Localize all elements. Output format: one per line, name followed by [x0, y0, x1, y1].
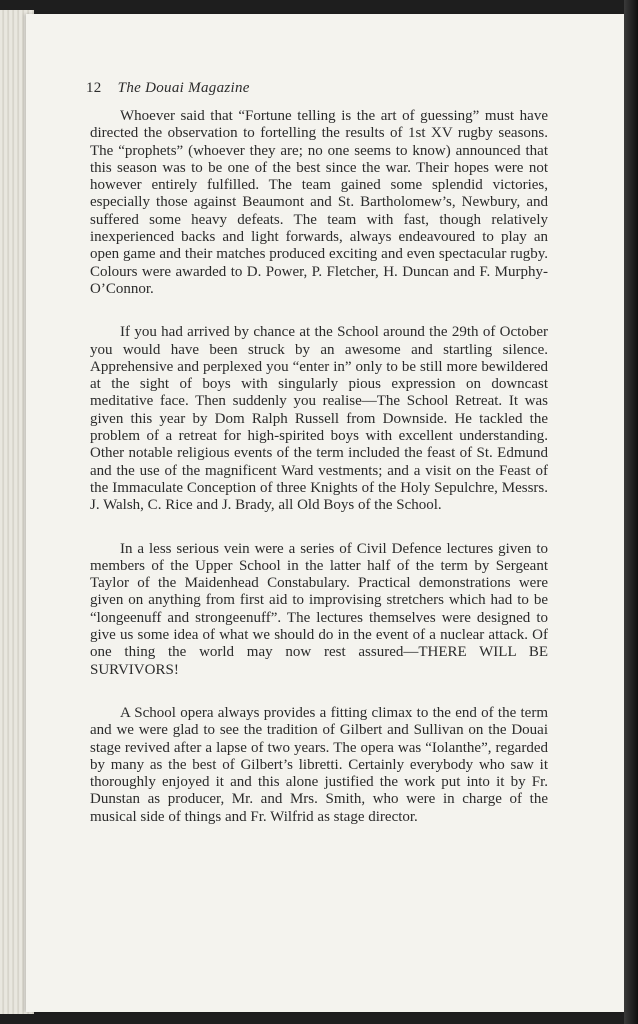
paragraph-rugby: Whoever said that “Fortune telling is the art of guessing” must have directed the observation to fortelling the results of 1st XV rugby seasons. The “prophets” (whoever they are; no one seems to know) announced that this season was to be one of the best since the war. Their hopes were not however entirely fulfilled. The team gained some splendid victories, especially those against Beaumont and St. Bartholomew’s, Newbury, and suffered some heavy defeats. The team with fast, though relatively inexperienced backs and light forwards, always endeavoured to play an open game and their matches produced exciting and even spectacular rugby. Colours were awarded to D. Power, P. Fletcher, H. Duncan and F. Murphy-O’Connor. [90, 108, 548, 297]
book-cover-edge [624, 0, 638, 1024]
article-body [90, 108, 548, 852]
running-header [86, 80, 250, 97]
paragraph-retreat: If you had arrived by chance at the School around the 29th of October you would have been struck by an awesome and startling silence. Apprehensive and perplexed you “enter in” only to be still more bewildered at the sight of boys with singularly pious expression on downcast meditative face. Then suddenly you realise—The School Retreat. It was given this year by Dom Ralph Russell from Downside. He tackled the problem of a retreat for high-spirited boys with excellent understanding. Other notable religious events of the term included the feast of St. Edmund and the use of the magnificent Ward vestments; and a visit on the Feast of the Immaculate Conception of three Knights of the Holy Sepulchre, Messrs. J. Walsh, C. Rice and J. Brady, all Old Boys of the School. [90, 324, 548, 514]
paragraph-civil-defence: In a less serious vein were a series of Civil Defence lectures given to members of the Upper School in the latter half of the term by Sergeant Taylor of the Maidenhead Constabulary. Practical demonstrations were given on anything from first aid to improvising stretchers which had to be “longeenuff and strongeenuff”. The lectures themselves were designed to give us some idea of what we should do in the event of a nuclear attack. Of one thing the world may now rest assured—THERE WILL BE SURVIVORS! [90, 540, 548, 678]
page-number: 12 [86, 80, 102, 96]
magazine-title: The Douai Magazine [117, 80, 250, 96]
paragraph-opera: A School opera always provides a fitting climax to the end of the term and we were glad to see the tradition of Gilbert and Sullivan on the Douai stage revived after a lapse of two years. The opera was “Iolanthe”, regarded by many as the best of Gilbert’s libretti. Certainly everybody who saw it thoroughly enjoyed it and this alone justified the work put into it by Fr. Dunstan as producer, Mr. and Mrs. Smith, who were in charge of the musical side of things and Fr. Wilfrid as stage director. [90, 704, 548, 825]
